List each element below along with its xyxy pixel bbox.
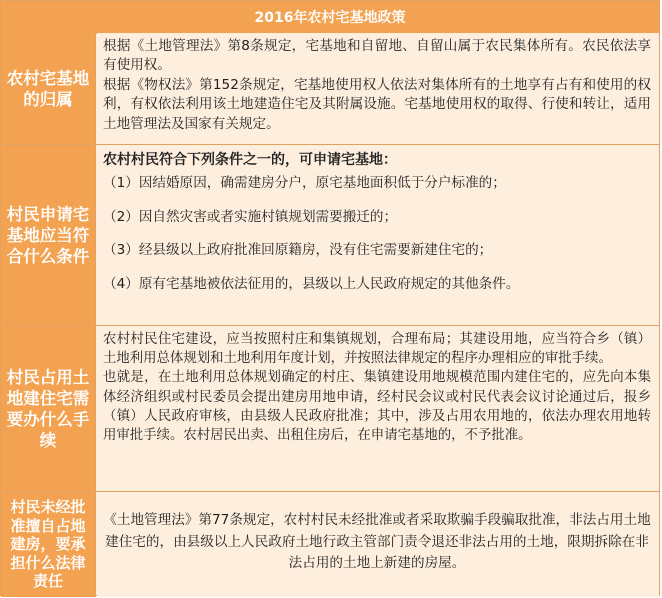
row-content <box>97 145 659 325</box>
row-content <box>97 33 659 144</box>
row-label: 村民未经批准擅自占地建房，要承担什么法律责任 <box>1 492 96 597</box>
row-label: 村民申请宅基地应当符合什么条件 <box>1 145 96 325</box>
row-content <box>97 326 659 491</box>
paragraph: 也就是，在土地利用总体规划确定的村庄、集镇建设用地规模范围内建住宅的，应先向本集体经济组织或村民委员会提出建房用地申请，经村民会议或村民代表会议讨论通过后，报乡（镇）人民政府审核，由县级人民政府批准；其中，涉及占用农用地的，依法办理农用地转用审批手续。农村居民出卖、出租住房后，在申请宅基地的，不予批准。 <box>103 370 651 444</box>
condition-item: （4）原有宅基地被依法征用的，县级以上人民政府规定的其他条件。 <box>103 275 520 292</box>
paragraph: 《土地管理法》第77条规定，农村村民未经批准或者采取欺骗手段骗取批准，非法占用土地建住宅的，由县级以上人民政府土地行政主管部门责令退还非法占用的土地，限期拆除在非法占用的土地上新建的房屋。 <box>103 512 651 571</box>
document-title: 2016年农村宅基地政策 <box>1 1 659 34</box>
table-row <box>1 33 659 145</box>
condition-item: （2）因自然灾害或者实施村镇规划需要搬迁的； <box>103 208 398 225</box>
condition-item: （3）经县级以上政府批准回原籍房，没有住宅需要新建住宅的； <box>103 242 493 259</box>
paragraph: 农村村民住宅建设，应当按照村庄和集镇规划，合理布局；其建设用地，应当符合乡（镇）土地利用总体规划和土地利用年度计划，并按照法律规定的程序办理相应的审批手续。 <box>103 332 651 367</box>
conditions-heading: 农村村民符合下列条件之一的，可申请宅基地： <box>103 152 397 168</box>
row-label: 村民占用土地建住宅需要办什么手续 <box>1 326 96 491</box>
table-row <box>1 492 659 597</box>
table-row <box>1 145 659 326</box>
row-content <box>97 492 659 597</box>
paragraph: 根据《物权法》第152条规定，宅基地使用权人依法对集体所有的土地享有占有和使用的权利，有权依法利用该土地建造住宅及其附属设施。宅基地使用权的取得、行使和转让，适用土地管理法及国家有关规定。 <box>103 76 651 132</box>
table-row <box>1 326 659 492</box>
paragraph: 根据《土地管理法》第8条规定，宅基地和自留地、自留山属于农民集体所有。农民依法享有使用权。 <box>103 38 651 74</box>
condition-item: （1）因结婚原因，确需建房分户，原宅基地面积低于分户标准的； <box>103 175 506 192</box>
row-label: 农村宅基地的归属 <box>1 33 96 144</box>
